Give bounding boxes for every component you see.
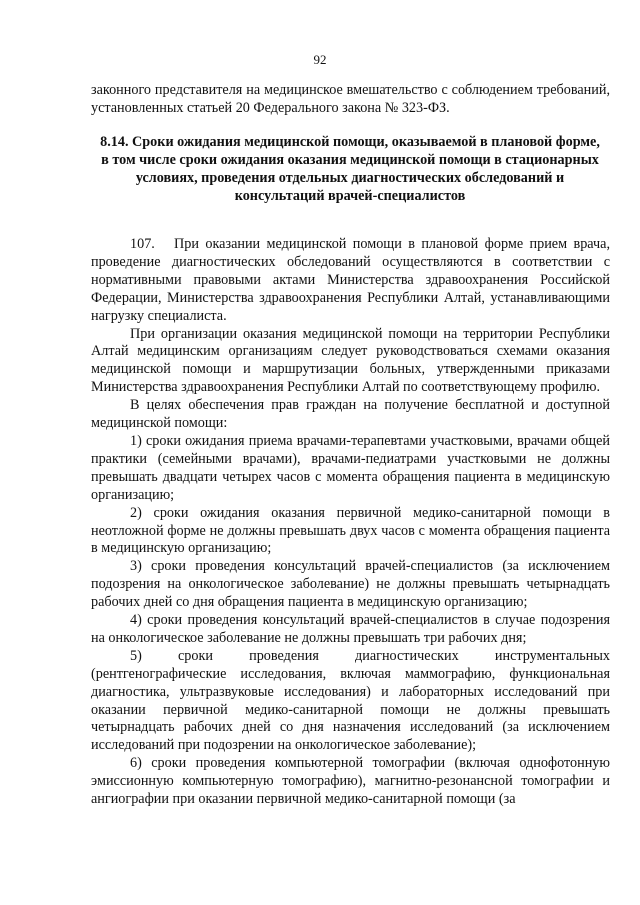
list-item-1: 1) сроки ожидания приема врачами-терапевтами участковыми, врачами общей практики (семейными врачами), врачами-педиатрами участковыми не должны превышать двадцати четырех часов с момента обращения пациента в медицинскую организацию;: [91, 432, 610, 503]
paragraph-rights: В целях обеспечения прав граждан на получение бесплатной и доступной медицинской помощи:: [91, 397, 610, 432]
list-item-4: 4) сроки проведения консультаций врачей-специалистов в случае подозрения на онкологическое заболевание не должны превышать три рабочих дня;: [91, 612, 610, 646]
paragraph-107: 107. При оказании медицинской помощи в плановой форме прием врача, проведение диагностических обследований осуществляются в соответствии с нормативными правовыми актами Министерства здравоохранения Российской Федерации, Министерства здравоохранения Республики Алтай, устанавливающими нагрузку специалиста.: [91, 236, 610, 324]
section-title: 8.14. Сроки ожидания медицинской помощи, оказываемой в плановой форме, в том числе сроки ожидания оказания медицинской помощи в стационарных условиях, проведения отдельных диагностических обследований и консультаций врачей-специалистов: [100, 134, 600, 204]
main-text-block: [91, 236, 610, 809]
intro-paragraph: законного представителя на медицинское вмешательство с соблюдением требований, установленных статьей 20 Федерального закона № 323-ФЗ.: [91, 82, 610, 116]
list-item-5: 5) сроки проведения диагностических инструментальных (рентгенографические исследования, включая маммографию, функциональная диагностика, ультразвуковые исследования) и лабораторных исследований при оказании первичной медико-санитарной помощи не должны превышать четырнадцать рабочих дней со дня назначения исследований (за исключением исследований при подозрении на онкологическое заболевание);: [91, 647, 610, 754]
list-item-6: 6) сроки проведения компьютерной томографии (включая однофотонную эмиссионную компьютерную томографию), магнитно-резонансной томографии и ангиографии при оказании первичной медико-санитарной помощи (за: [91, 755, 610, 808]
page-number: 92: [313, 52, 327, 67]
intro-text-block: [91, 82, 610, 118]
list-item-3: 3) сроки проведения консультаций врачей-специалистов (за исключением подозрения на онкологическое заболевание) не должны превышать четырнадцать рабочих дней со дня обращения пациента в медицинскую организацию;: [91, 558, 610, 611]
paragraph-routing: При организации оказания медицинской помощи на территории Республики Алтай медицинским организациям следует руководствоваться схемами оказания медицинской помощи и маршрутизации больных, утвержденными приказами Министерства здравоохранения Республики Алтай по соответствующему профилю.: [91, 325, 610, 396]
list-item-2: 2) сроки ожидания оказания первичной медико-санитарной помощи в неотложной форме не должны превышать двух часов с момента обращения пациента в медицинскую организацию;: [91, 504, 610, 557]
